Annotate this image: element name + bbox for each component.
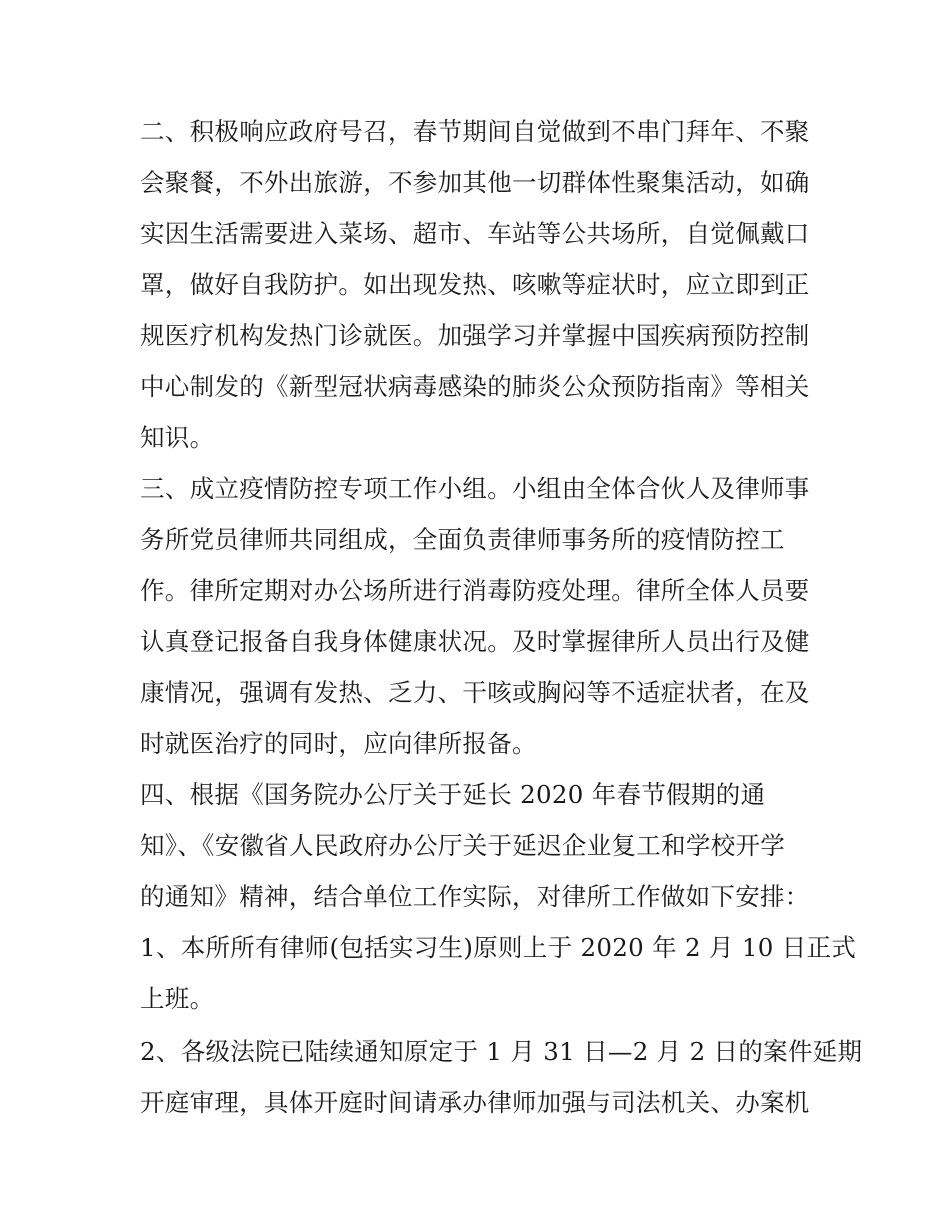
text-line: 1、本所所有律师(包括实习生)原则上于 2020 年 2 月 10 日正式 (140, 933, 857, 962)
text-line: 知》、《安徽省人民政府办公厅关于延迟企业复工和学校开学 (140, 831, 786, 860)
text-line: 三、成立疫情防控专项工作小组。小组由全体合伙人及律师事 (140, 474, 810, 503)
text-line: 上班。 (140, 984, 215, 1013)
text-line: 规医疗机构发热门诊就医。加强学习并掌握中国疾病预防控制 (140, 321, 810, 350)
text-line: 知识。 (140, 423, 215, 452)
text-line: 的通知》精神，结合单位工作实际，对律所工作做如下安排： (140, 882, 810, 911)
text-line: 开庭审理，具体开庭时间请承办律师加强与司法机关、办案机 (140, 1088, 810, 1117)
text-line: 作。律所定期对办公场所进行消毒防疫处理。律所全体人员要 (140, 576, 810, 605)
text-line: 罩，做好自我防护。如出现发热、咳嗽等症状时，应立即到正 (140, 270, 810, 299)
text-line: 认真登记报备自我身体健康状况。及时掌握律所人员出行及健 (140, 627, 810, 656)
text-line: 中心制发的《新型冠状病毒感染的肺炎公众预防指南》等相关 (140, 372, 810, 401)
document-body (140, 106, 863, 1128)
text-line: 二、积极响应政府号召，春节期间自觉做到不串门拜年、不聚 (140, 117, 810, 146)
text-line: 务所党员律师共同组成，全面负责律师事务所的疫情防控工 (140, 525, 785, 554)
text-line: 康情况，强调有发热、乏力、干咳或胸闷等不适症状者，在及 (140, 678, 810, 707)
text-line: 实因生活需要进入菜场、超市、车站等公共场所，自觉佩戴口 (140, 219, 810, 248)
text-line: 2、各级法院已陆续通知原定于 1 月 31 日—2 月 2 日的案件延期 (140, 1037, 863, 1066)
text-line: 四、根据《国务院办公厅关于延长 2020 年春节假期的通 (140, 780, 766, 809)
text-line: 会聚餐，不外出旅游，不参加其他一切群体性聚集活动，如确 (140, 168, 810, 197)
text-line: 时就医治疗的同时，应向律所报备。 (140, 729, 537, 758)
